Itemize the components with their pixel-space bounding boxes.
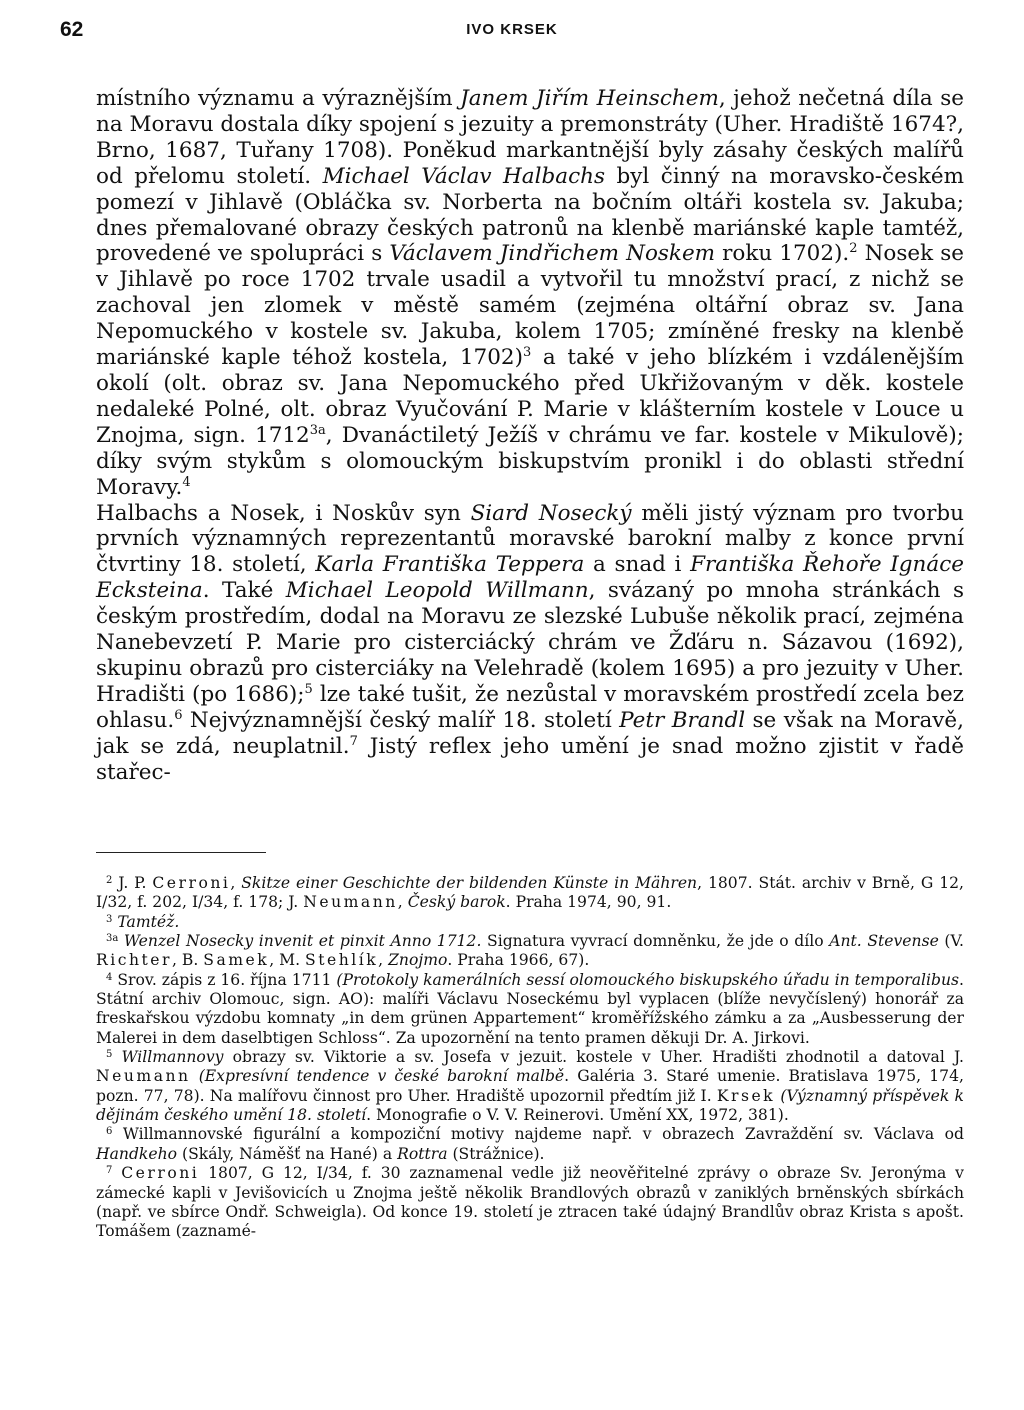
footnote: [96, 1048, 964, 1125]
text-run: . Také: [202, 578, 286, 604]
text-run: . Státní archiv Olomouc, sign. AO): malíři Václavu Noseckému byl vyplacen (blíže nevyčíslený) honorář za freskařskou výzdobu komnaty „in dem grünen Appartement“ kroměřížského zámku a za „Ausbesserung der Malerei in dem daselbtigen Schloss“. Za upozornění na tento pramen děkuji Dr. A. Jirkovi.: [96, 970, 964, 1047]
text-run: [191, 1067, 199, 1085]
footnote-number: 6: [106, 1126, 113, 1138]
footnote-number: 7: [106, 1165, 113, 1177]
italic-text: Znojmo: [388, 951, 448, 970]
text-run: a snad i: [584, 552, 691, 578]
text-run: (Skály, Náměšť na Hané) a: [177, 1144, 398, 1163]
italic-text: (Expresívní tendence v české barokní malbě: [198, 1067, 565, 1086]
text-run: , jehož nečetná díla se na Moravu dostala díky spojení s jezuity a premonstráty (Uher. Hradiště 1674?, Brno, 1687, Tuřany 1708). Poněkud markantnější byly zásahy českých malířů od přelomu století.: [96, 86, 964, 189]
text-run: ,: [378, 951, 389, 970]
italic-text: Wenzel Nosecky invenit et pinxit Anno 1712.: [123, 932, 482, 951]
italic-text: Františka Řehoře Ignáce Ecksteina: [96, 552, 964, 604]
note-reference: 2: [849, 241, 858, 257]
text-run: byl činný na moravsko-českém pomezí v Jihlavě (Obláčka sv. Norberta na bočním oltáři kostela sv. Jakuba; dnes přemalované obrazy českých patronů na klenbě mariánské kaple tamtéž, provedené ve spolupráci s: [96, 163, 964, 267]
author-name: Cerroni: [121, 1164, 200, 1183]
footnote: [96, 1125, 964, 1164]
text-run: , B.: [171, 951, 204, 970]
text-run: a také v jeho blízkém i vzdálenějším okolí (olt. obraz sv. Jana Nepomuckého před Ukřižovaným v děk. kostele nedaleké Polné, olt. obraz Vyučování P. Marie v klášterním kostele v Louce u Znojma, sign. 1712: [96, 345, 964, 448]
footnote: [96, 874, 964, 913]
page-header: [60, 18, 964, 54]
text-run: . Praha 1974, 90, 91.: [505, 893, 672, 912]
note-reference: 3: [522, 345, 532, 361]
text-run: Srov. zápis z 16. října 1711: [117, 970, 337, 989]
italic-text: Karla Františka Teppera: [315, 552, 585, 578]
author-name: Krsek: [716, 1086, 776, 1105]
text-run: 1807, G 12, I/34, f. 30 zaznamenal vedle již neověřitelné zprávy o obraze Sv. Jeronýma v zámecké kapli v Jevišovicích u Znojma ještě několik Brandlových obrazů v zaniklých brněnských sbírkách (např. ve sbírce Ondř. Schweigla). Od konce 19. století je ztracen také údajný Brandlův obraz Krista s apošt. Tomášem (zaznamé-: [96, 1164, 964, 1241]
italic-text: (Protokoly kamerálních sessí olomouckého biskupského úřadu in temporalibus: [336, 970, 960, 989]
paragraph: [96, 501, 964, 786]
text-run: , 1807. Stát. archiv v Brně, G 12, I/32, f. 202, I/34, f. 178; J.: [96, 874, 964, 912]
text-run: ,: [230, 874, 242, 892]
italic-text: Václavem Jindřichem Noskem: [389, 241, 716, 267]
note-reference: 5: [304, 681, 313, 697]
note-reference: 7: [349, 733, 358, 749]
note-reference: 6: [174, 707, 183, 723]
text-run: Nejvýznamnější český malíř 18. století: [182, 707, 620, 733]
footnote-number: 5: [106, 1049, 113, 1061]
text-run: ,: [397, 893, 408, 912]
italic-text: Petr Brandl: [619, 707, 746, 733]
italic-text: Tamtéž.: [117, 912, 180, 931]
author-name: Neumann: [303, 893, 398, 912]
text-run: Jistý reflex jeho umění je snad možno zjistit v řadě stařec-: [96, 733, 964, 785]
author-name: Cerroni: [152, 874, 231, 892]
italic-text: Ant. Stevense: [829, 932, 939, 951]
footnote: [96, 971, 964, 1048]
page-number: 62: [60, 18, 84, 41]
text-run: (Strážnice).: [447, 1144, 545, 1163]
footnote-number: 3a: [106, 933, 119, 945]
text-run: Willmannovské figurální a kompoziční motivy najdeme např. v obrazech Zavraždění sv. Václava od: [122, 1125, 964, 1144]
paragraph: [96, 86, 964, 501]
text-run: Signatura vyvrací domněnku, že jde o dílo: [481, 932, 830, 951]
italic-text: Rottra: [397, 1144, 448, 1163]
text-run: obrazy sv. Viktorie a sv. Josefa v jezuit. kostele v Uher. Hradišti zhodnotil a datoval J.: [223, 1048, 964, 1067]
footnotes: [96, 874, 964, 1242]
footnote: [96, 1164, 964, 1241]
main-text: [96, 86, 964, 785]
footnote-number: 4: [106, 971, 113, 983]
text-run: měli jistý význam pro tvorbu prvních významných reprezentantů moravské barokní malby z konce první čtvrtiny 18. století,: [96, 500, 964, 578]
note-reference: 3a: [309, 422, 326, 438]
author-name: Neumann: [96, 1067, 191, 1086]
text-run: místního významu a výraznějším: [96, 86, 461, 111]
italic-text: Skitze einer Geschichte der bildenden Künste in Mähren: [241, 874, 698, 892]
italic-text: Janem Jiřím Heinschem: [460, 86, 719, 111]
footnote: [96, 932, 964, 971]
text-run: , M.: [269, 951, 306, 970]
text-run: . Monografie o V. V. Reinerovi. Umění XX, 1972, 381).: [366, 1106, 789, 1125]
text-run: , svázaný po mnoha stránkách s českým prostředím, dodal na Moravu ze slezské Lubuše několik prací, zejména Nanebevzetí P. Marie pro cisterciácký chrám ve Žďáru n. Sázavou (1692), skupinu obrazů pro cisterciáky na Velehradě (kolem 1695) a pro jezuity v Uher. Hradišti (po 1686);: [96, 578, 965, 707]
text-run: Halbachs a Nosek, i Noskův syn: [96, 500, 471, 526]
author-name: Stehlík: [305, 951, 379, 970]
italic-text: Willmannovy: [121, 1048, 224, 1067]
text-run: J. P.: [118, 874, 153, 892]
running-head: IVO KRSEK: [466, 21, 558, 38]
text-run: se však na Moravě, jak se zdá, neuplatnil.: [96, 707, 964, 759]
italic-text: Handkeho: [96, 1144, 178, 1163]
italic-text: Michael Leopold Willmann: [285, 578, 589, 604]
text-run: lze také tušit, že nezůstal v moravském prostředí zcela bez ohlasu.: [96, 681, 964, 733]
text-run: . Praha 1966, 67).: [447, 951, 590, 970]
text-run: . Galéria 3. Staré umenie. Bratislava 1975, 174, pozn. 77, 78). Na malířovu činnost pro Uher. Hradiště upozornil předtím již I.: [96, 1067, 964, 1105]
text-run: Nosek se v Jihlavě po roce 1702 trvale usadil a vytvořil tu množství prací, z nichž se zachoval jen zlomek v městě samém (zejména oltářní obraz sv. Jana Nepomuckého v kostele sv. Jakuba, kolem 1705; zmíněné fresky na klenbě mariánské kaple téhož kostela, 1702): [96, 241, 964, 371]
footnote-number: 2: [106, 875, 113, 886]
footnote-divider: [96, 852, 266, 853]
author-name: Samek: [203, 951, 270, 970]
italic-text: Siard Nosecký: [470, 500, 632, 526]
italic-text: Michael Václav Halbachs: [322, 163, 605, 189]
footnote: [96, 913, 964, 932]
note-reference: 4: [182, 474, 191, 490]
text-run: (V.: [938, 932, 964, 951]
italic-text: Český barok: [407, 893, 506, 912]
author-name: Richter: [96, 951, 172, 970]
text-run: , Dvanáctiletý Ježíš v chrámu ve far. kostele v Mikulově); díky svým stykům s olomouckým biskupstvím pronikl i do oblasti střední Moravy.: [96, 422, 964, 500]
footnote-number: 3: [106, 913, 113, 925]
text-run: roku 1702).: [715, 241, 850, 267]
italic-text: (Významný příspěvek k dějinám českého umění 18. století: [96, 1086, 964, 1125]
